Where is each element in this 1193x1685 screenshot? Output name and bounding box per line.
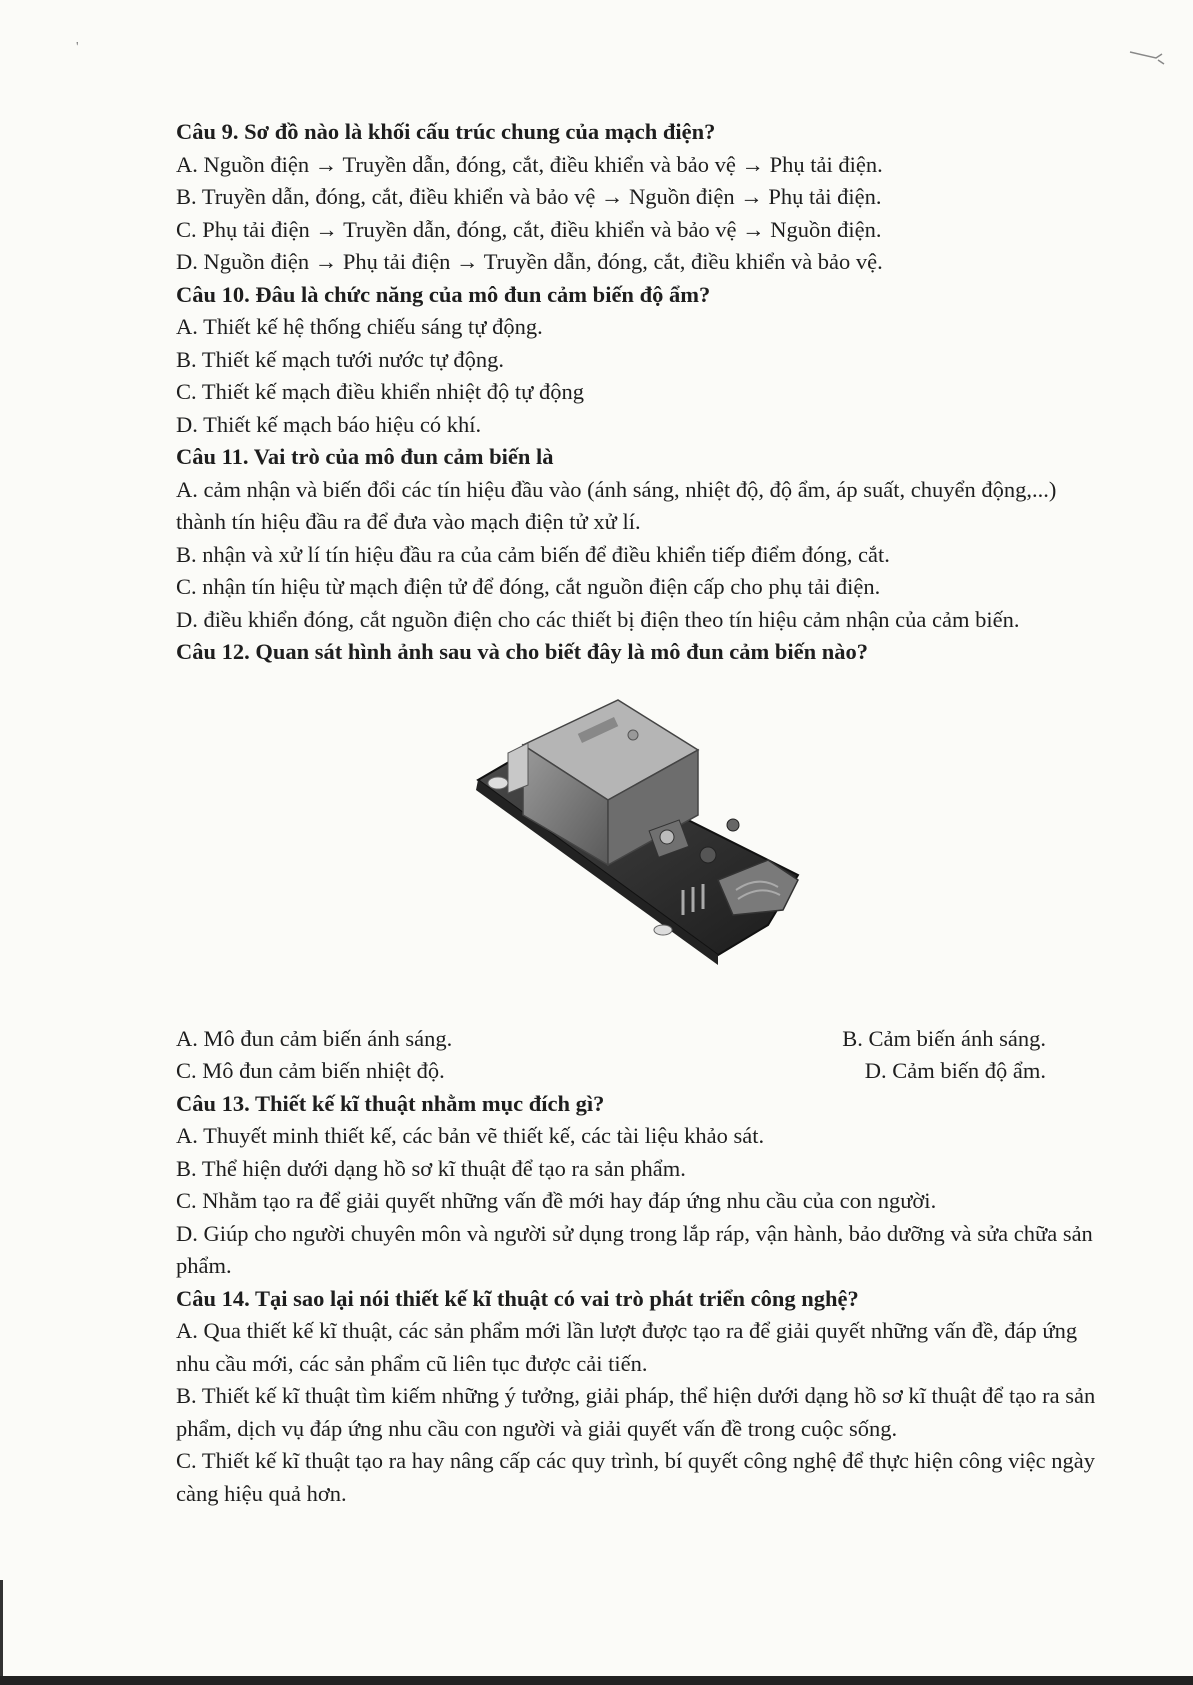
question-14-option-a: A. Qua thiết kế kĩ thuật, các sản phẩm mới lần lượt được tạo ra để giải quyết những vấn đề, đáp ứng nhu cầu mới, các sản phẩm cũ liên tục được cải tiến. (176, 1318, 1078, 1376)
question-10-option-d: D. Thiết kế mạch báo hiệu có khí. (176, 411, 482, 437)
sensor-module-figure (176, 675, 1106, 1015)
question-11-option-c: C. nhận tín hiệu từ mạch điện tử để đóng, cắt nguồn điện cấp cho phụ tải điện. (176, 574, 881, 599)
scan-corner-mark (1128, 44, 1168, 68)
question-12-option-b: B. Cảm biến ánh sáng. (842, 1025, 1046, 1051)
question-14-title: Câu 14. Tại sao lại nói thiết kế kĩ thuật có vai trò phát triển công nghệ? (176, 1285, 859, 1311)
question-10-option-a: A. Thiết kế hệ thống chiếu sáng tự động. (176, 314, 543, 339)
question-9-option-c: C. Phụ tải điện → Truyền dẫn, đóng, cắt, điều khiển và bảo vệ → Nguồn điện. (176, 216, 882, 242)
question-13-title: Câu 13. Thiết kế kĩ thuật nhằm mục đích gì? (176, 1090, 605, 1116)
question-11-option-a: A. cảm nhận và biến đổi các tín hiệu đầu vào (ánh sáng, nhiệt độ, độ ẩm, áp suất, chuyển động,...) thành tín hiệu đầu ra để đưa vào mạch điện tử xử lí. (176, 476, 1057, 534)
question-10-option-b: B. Thiết kế mạch tưới nước tự động. (176, 346, 505, 372)
exam-content (176, 116, 1106, 1510)
question-13-option-b: B. Thể hiện dưới dạng hồ sơ kĩ thuật để tạo ra sản phẩm. (176, 1155, 686, 1181)
question-11-title: Câu 11. Vai trò của mô đun cảm biến là (176, 444, 554, 469)
question-12-option-d: D. Cảm biến độ ẩm. (864, 1058, 1046, 1083)
question-10-option-c: C. Thiết kế mạch điều khiển nhiệt độ tự động (176, 379, 584, 404)
question-12-option-c: C. Mô đun cảm biến nhiệt độ. (176, 1058, 445, 1083)
question-12-options-row-1 (176, 1023, 1046, 1056)
question-9-option-d: D. Nguồn điện → Phụ tải điện → Truyền dẫn, đóng, cắt, điều khiển và bảo vệ. (176, 249, 883, 274)
question-11-option-d: D. điều khiển đóng, cắt nguồn điện cho các thiết bị điện theo tín hiệu cảm nhận của cảm biến. (176, 606, 1020, 632)
question-13-option-a: A. Thuyết minh thiết kế, các bản vẽ thiết kế, các tài liệu khảo sát. (176, 1123, 765, 1148)
sensor-module-photo (468, 675, 808, 995)
question-13-option-c: C. Nhằm tạo ra để giải quyết những vấn đề mới hay đáp ứng nhu cầu của con người. (176, 1188, 937, 1213)
question-12-option-a: A. Mô đun cảm biến ánh sáng. (176, 1025, 453, 1051)
scan-speck: ' (76, 40, 79, 55)
question-10-title: Câu 10. Đâu là chức năng của mô đun cảm biến độ ẩm? (176, 281, 711, 307)
question-9-title: Câu 9. Sơ đồ nào là khối cấu trúc chung của mạch điện? (176, 119, 716, 144)
question-14-option-c: C. Thiết kế kĩ thuật tạo ra hay nâng cấp các quy trình, bí quyết công nghệ để thực hiện công việc ngày càng hiệu quả hơn. (176, 1448, 1095, 1506)
question-12-options-row-2 (176, 1055, 1046, 1088)
scan-left-edge (0, 1580, 3, 1685)
question-11-option-b: B. nhận và xử lí tín hiệu đầu ra của cảm biến để điều khiển tiếp điểm đóng, cắt. (176, 541, 890, 567)
question-9-option-b: B. Truyền dẫn, đóng, cắt, điều khiển và bảo vệ → Nguồn điện → Phụ tải điện. (176, 184, 882, 209)
question-12-title: Câu 12. Quan sát hình ảnh sau và cho biết đây là mô đun cảm biến nào? (176, 639, 869, 664)
question-14-option-b: B. Thiết kế kĩ thuật tìm kiếm những ý tưởng, giải pháp, thể hiện dưới dạng hồ sơ kĩ thuật để tạo ra sản phẩm, dịch vụ đáp ứng nhu cầu con người và giải quyết vấn đề trong cuộc sống. (176, 1383, 1096, 1441)
question-9-option-a: A. Nguồn điện → Truyền dẫn, đóng, cắt, điều khiển và bảo vệ → Phụ tải điện. (176, 151, 883, 177)
question-13-option-d: D. Giúp cho người chuyên môn và người sử dụng trong lắp ráp, vận hành, bảo dưỡng và sửa chữa sản phẩm. (176, 1220, 1093, 1278)
scan-bottom-edge (0, 1676, 1193, 1685)
